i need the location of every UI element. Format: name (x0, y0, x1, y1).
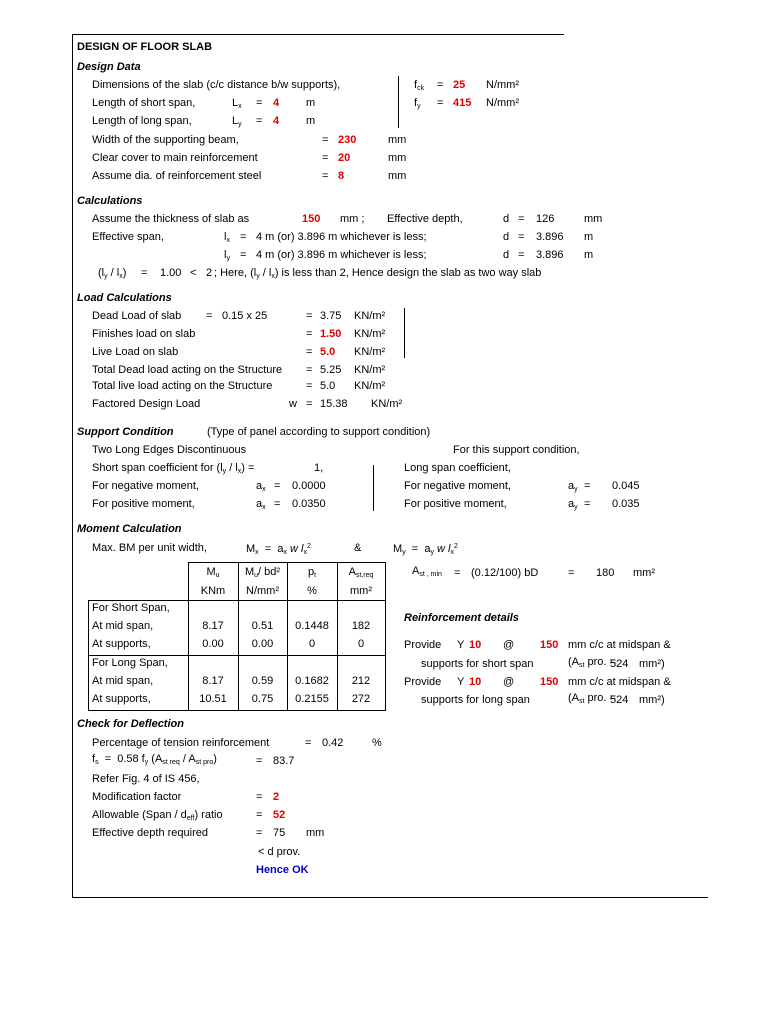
long-span-label: Length of long span, (92, 115, 192, 127)
ay-neg-symbol: $a_y$ (568, 480, 578, 493)
dead-eq: = (206, 310, 213, 322)
material-divider (398, 76, 399, 128)
finish-unit: KN/m² (354, 328, 386, 340)
ast-min-eq: = (454, 567, 461, 579)
ast-min-eq2: = (568, 567, 575, 579)
long-tail: mm c/c at midspan & (568, 676, 671, 688)
long-ast-pro: ($A_{st}$ pro. = (568, 692, 616, 705)
live-eq: = (306, 346, 313, 358)
short-spacing: 150 (540, 639, 559, 651)
col-head-mubd: $M_u/$ bd² (244, 566, 281, 579)
fck-unit: N/mm² (486, 79, 519, 91)
short-support: supports for short span (421, 658, 534, 670)
total-dead-label: Total Dead load acting on the Structure (92, 364, 283, 376)
eff-ly-d-eq: = (518, 249, 525, 261)
fy-eq: = (437, 97, 444, 109)
pos-label-long: For positive moment, (404, 498, 507, 510)
row-long-sup-label: At supports, (92, 693, 151, 705)
long-ast-pro-unit: mm²) (639, 694, 665, 706)
reinforcement-heading: Reinforcement details (404, 612, 519, 624)
at-long: @ (503, 676, 515, 688)
ast-min-val: 180 (596, 567, 615, 579)
short-mid-ast: 182 (351, 620, 371, 632)
dprov-text: < d prov. (258, 846, 301, 858)
req-eq: = (256, 827, 263, 839)
row-short-sup-label: At supports, (92, 638, 151, 650)
long-coef-label: Long span coefficient, (404, 462, 511, 474)
beam-unit: mm (388, 134, 407, 146)
live-label: Live Load on slab (92, 346, 179, 358)
d-value: 126 (536, 213, 555, 225)
unit-mu: KNm (200, 585, 226, 597)
ly-value: 4 (273, 115, 280, 127)
eff-ly-unit: m (584, 249, 594, 261)
load-heading: Load Calculations (77, 292, 172, 304)
ay-neg-eq: = (584, 480, 591, 492)
bar-long: Y (457, 676, 465, 688)
eff-lx-symbol: $l_x$ (224, 231, 230, 244)
long-mid-mu: 8.17 (202, 675, 224, 687)
finish-label: Finishes load on slab (92, 328, 196, 340)
ay-pos-value: 0.035 (612, 498, 640, 510)
cover-value: 20 (338, 152, 351, 164)
short-dia: 10 (469, 639, 482, 651)
page-title: DESIGN OF FLOOR SLAB (77, 41, 213, 53)
ly-symbol: $L_y$ (232, 115, 242, 128)
my-formula: $M_y = a_y$ w $l_x^2$ (393, 543, 458, 556)
at-short: @ (503, 639, 515, 651)
long-sup-ast: 272 (351, 693, 371, 705)
thickness-unit: mm ; (340, 213, 365, 225)
row-long-mid-label: At mid span, (92, 675, 154, 687)
fck-symbol: $f_{ck}$ (414, 79, 425, 92)
allow-value: 52 (273, 809, 286, 821)
eff-depth-label: Effective depth, (387, 213, 463, 225)
allow-label: Allowable (Span / $d_{eff}$) ratio (92, 809, 223, 822)
dead-unit: KN/m² (354, 310, 386, 322)
eff-ly-eq: = (240, 249, 247, 261)
ay-neg-value: 0.045 (612, 480, 640, 492)
short-sup-mu: 0.00 (202, 638, 224, 650)
ax-pos-eq: = (274, 498, 281, 510)
dead-label: Dead Load of slab (92, 310, 182, 322)
fs-formula: $f_s = 0.58$ $f_y$ $(A_{st req} / A_{st pro})$ (92, 753, 217, 766)
ratio-expression: $(l_y / l_x)$ (98, 267, 127, 280)
factored-eq: = (306, 398, 313, 410)
short-sup-ast: 0 (357, 638, 365, 650)
factored-unit: KN/m² (371, 398, 403, 410)
lx-symbol: $L_x$ (232, 97, 242, 110)
fy-symbol: $f_y$ (414, 97, 421, 110)
ratio-eq: = (141, 267, 148, 279)
ratio-conclusion: ; Here, $(l_y / l_x)$ is less than 2, Hence design the slab as two way slab (214, 267, 542, 280)
col-head-mu: $M_u$ (206, 566, 220, 579)
provide-long: Provide (404, 676, 442, 688)
maxbm-label: Max. BM per unit width, (92, 542, 207, 554)
eff-lx-d-value: 3.896 (536, 231, 564, 243)
dead-eq2: = (306, 310, 313, 322)
eff-span-label: Effective span, (92, 231, 164, 243)
short-mid-mu: 8.17 (202, 620, 224, 632)
neg-label-short: For negative moment, (92, 480, 199, 492)
unit-ast: mm² (350, 585, 372, 597)
short-span-label: Length of short span, (92, 97, 196, 109)
short-ast-pro: ($A_{st}$ pro. = (568, 656, 616, 669)
unit-mubd: N/mm² (246, 585, 279, 597)
fy-unit: N/mm² (486, 97, 519, 109)
dead-value: 3.75 (320, 310, 342, 322)
fs-value: 83.7 (273, 755, 295, 767)
fy-value: 415 (453, 97, 472, 109)
ax-neg-value: 0.0000 (292, 480, 326, 492)
deflection-heading: Check for Deflection (77, 718, 184, 730)
pos-label-short: For positive moment, (92, 498, 195, 510)
beam-value: 230 (338, 134, 357, 146)
mod-eq: = (256, 791, 263, 803)
req-unit: mm (306, 827, 325, 839)
unit-pt: % (307, 585, 317, 597)
ax-pos-value: 0.0350 (292, 498, 326, 510)
total-dead-value: 5.25 (320, 364, 342, 376)
ax-neg-eq: = (274, 480, 281, 492)
ay-pos-symbol: $a_y$ (568, 498, 578, 511)
long-ast-pro-value: 524 (610, 694, 629, 706)
long-sup-pt: 0.2155 (295, 693, 329, 705)
eff-lx-d-eq: = (518, 231, 525, 243)
total-live-eq: = (306, 380, 313, 392)
ast-min-symbol: $A_{st , min}$ (412, 565, 442, 578)
total-live-unit: KN/m² (354, 380, 386, 392)
live-unit: KN/m² (354, 346, 386, 358)
long-sup-mu: 10.51 (199, 693, 227, 705)
total-dead-eq: = (306, 364, 313, 376)
ratio-two: 2 (206, 267, 213, 279)
cover-unit: mm (388, 152, 407, 164)
long-mid-ast: 212 (351, 675, 371, 687)
for-this-condition: For this support condition, (453, 444, 580, 456)
factored-label: Factored Design Load (92, 398, 201, 410)
ast-min-unit: mm² (633, 567, 655, 579)
lx-unit: m (306, 97, 316, 109)
design-data-heading: Design Data (77, 61, 141, 73)
fs-eq: = (256, 755, 263, 767)
col-head-ast: $A_{st,req}$ (348, 566, 374, 579)
dia-value: 8 (338, 170, 345, 182)
eff-ly-d-symbol: d (503, 249, 510, 261)
top-border (72, 34, 564, 35)
ay-pos-eq: = (584, 498, 591, 510)
ratio-value: 1.00 (160, 267, 182, 279)
finish-eq: = (306, 328, 313, 340)
long-dia: 10 (469, 676, 482, 688)
d-eq: = (518, 213, 525, 225)
beam-eq: = (322, 134, 329, 146)
eff-lx-text: 4 m (or) 3.896 m whichever is less; (256, 231, 427, 243)
short-mid-mubd: 0.51 (251, 620, 274, 632)
support-note: (Type of panel according to support condition) (207, 426, 431, 438)
ratio-lt: < (190, 267, 197, 279)
fck-eq: = (437, 79, 444, 91)
ast-min-expr: (0.12/100) bD (471, 567, 539, 579)
short-tail: mm c/c at midspan & (568, 639, 671, 651)
short-sup-mubd: 0.00 (251, 638, 274, 650)
panel-type: Two Long Edges Discontinuous (92, 444, 247, 456)
ax-pos-symbol: $a_x$ (256, 498, 266, 511)
short-ast-pro-unit: mm²) (639, 658, 665, 670)
dia-label: Assume dia. of reinforcement steel (92, 170, 262, 182)
long-mid-mubd: 0.59 (251, 675, 274, 687)
eff-lx-d-symbol: d (503, 231, 510, 243)
long-sup-mubd: 0.75 (251, 693, 274, 705)
total-dead-unit: KN/m² (354, 364, 386, 376)
coef-divider (373, 465, 374, 511)
refer-text: Refer Fig. 4 of IS 456, (92, 773, 200, 785)
thickness-value: 150 (302, 213, 321, 225)
left-border (72, 34, 73, 898)
dead-expr: 0.15 x 25 (222, 310, 268, 322)
total-live-value: 5.0 (320, 380, 336, 392)
mx-formula: $M_x = a_x$ w $l_x^2$ (246, 543, 311, 556)
bottom-border (72, 897, 708, 898)
result-text: Hence OK (256, 864, 309, 876)
support-heading: Support Condition (77, 426, 174, 438)
eff-lx-unit: m (584, 231, 594, 243)
row-short-label: For Short Span, (92, 602, 170, 614)
load-divider (404, 308, 405, 358)
cover-eq: = (322, 152, 329, 164)
neg-label-long: For negative moment, (404, 480, 511, 492)
fck-value: 25 (453, 79, 466, 91)
allow-eq: = (256, 809, 263, 821)
lx-value: 4 (273, 97, 280, 109)
ly-unit: m (306, 115, 316, 127)
total-live-label: Total live load acting on the Structure (92, 380, 273, 392)
mod-value: 2 (273, 791, 280, 803)
short-sup-pt: 0 (308, 638, 316, 650)
finish-value: 1.50 (320, 328, 342, 340)
calculations-heading: Calculations (77, 195, 143, 207)
live-value: 5.0 (320, 346, 336, 358)
pct-label: Percentage of tension reinforcement (92, 737, 270, 749)
mod-label: Modification factor (92, 791, 182, 803)
row-long-label: For Long Span, (92, 657, 168, 669)
short-coef-label: Short span coefficient for $(l_y / l_x)$ = (92, 462, 255, 475)
short-coef-value: 1, (314, 462, 324, 474)
dia-eq: = (322, 170, 329, 182)
long-mid-pt: 0.1682 (295, 675, 329, 687)
thickness-label: Assume the thickness of slab as (92, 213, 250, 225)
long-support: supports for long span (421, 694, 530, 706)
pct-value: 0.42 (322, 737, 344, 749)
cover-label: Clear cover to main reinforcement (92, 152, 258, 164)
short-mid-pt: 0.1448 (295, 620, 329, 632)
ly-eq: = (256, 115, 263, 127)
eff-ly-d-value: 3.896 (536, 249, 564, 261)
amp-symbol: & (354, 542, 362, 554)
d-unit: mm (584, 213, 603, 225)
req-value: 75 (273, 827, 286, 839)
pct-eq: = (305, 737, 312, 749)
eff-lx-eq: = (240, 231, 247, 243)
d-symbol: d (503, 213, 510, 225)
col-head-pt: $p_t$ (307, 566, 317, 579)
moment-heading: Moment Calculation (77, 523, 182, 535)
dia-unit: mm (388, 170, 407, 182)
dims-label: Dimensions of the slab (c/c distance b/w supports), (92, 79, 341, 91)
provide-short: Provide (404, 639, 442, 651)
lx-eq: = (256, 97, 263, 109)
bar-short: Y (457, 639, 465, 651)
short-ast-pro-value: 524 (610, 658, 629, 670)
ax-neg-symbol: $a_x$ (256, 480, 266, 493)
eff-ly-symbol: $l_y$ (224, 249, 230, 262)
req-label: Effective depth required (92, 827, 208, 839)
long-spacing: 150 (540, 676, 559, 688)
factored-w: w (289, 398, 297, 410)
eff-ly-text: 4 m (or) 3.896 m whichever is less; (256, 249, 427, 261)
beam-label: Width of the supporting beam, (92, 134, 239, 146)
row-short-mid-label: At mid span, (92, 620, 154, 632)
pct-unit: % (372, 737, 382, 749)
factored-value: 15.38 (320, 398, 348, 410)
